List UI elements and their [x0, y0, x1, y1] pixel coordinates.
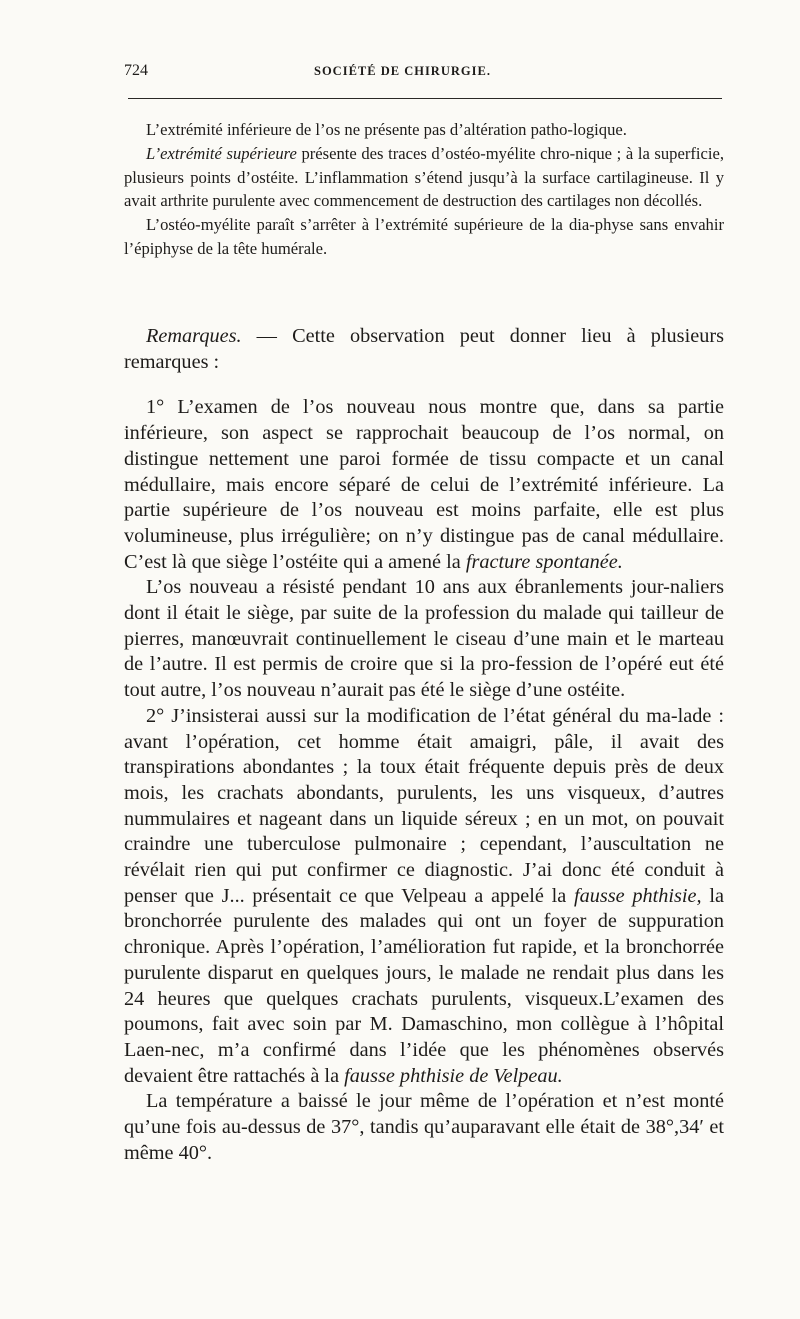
main-text-block — [124, 324, 724, 1167]
paragraph-temperature: La température a baissé le jour même de l’opération et n’est monté qu’une fois au-dessus de 37°, tandis qu’auparavant elle était de 38°,34′ et même 40°. — [124, 1090, 724, 1164]
italic-phrase: fausse phthisie de Velpeau. — [344, 1064, 563, 1087]
remarks-heading — [124, 324, 724, 375]
remarks-text: — Cette observation peut donner lieu à plusieurs remarques : — [124, 325, 724, 373]
paragraph-text: la bronchorrée purulente des malades qui ont un foyer de suppuration chronique. Après l’opération, l’amélioration fut rapide, et la bronchorrée purulente disparut en quelques jours, le malade ne rendait plus dans les 24 heures que quelques crachats purulents, visqueux.L’examen des poumons, fait avec soin par M. Damaschino, mon collègue à l’hôpital Laen-nec, m’a confirmé dans l’idée que les phénomènes observés devaient être rattachés à la — [124, 884, 724, 1087]
paragraph-point-1 — [124, 395, 724, 575]
italic-phrase: L’extrémité supérieure — [146, 143, 297, 163]
page-header — [124, 62, 722, 86]
paragraph-upper-extremity — [124, 142, 724, 213]
paragraph-text: 2° J’insisterai aussi sur la modification de l’état général du ma-lade : avant l’opération, cet homme était amaigri, pâle, il avait des transpirations abondantes ; la toux était fréquente depuis près de deux mois, les crachats abondants, purulents, les uns visqueux, d’autres nummulaires et nageant dans un liquide séreux ; en un mot, on pouvait craindre une tuberculose pulmonaire ; cependant, l’auscultation ne révélait rien qui put confirmer ce diagnostic. J’ai donc été conduit à penser que J... présentait ce que Velpeau a appelé la — [124, 704, 724, 907]
page-number: 724 — [124, 62, 148, 79]
paragraph-new-bone: L’os nouveau a résisté pendant 10 ans aux ébranlements jour-naliers dont il était le siège, par suite de la profession du malade qui tailleur de pierres, manœuvrait continuellement le ciseau d’une main et le marteau de l’autre. Il est permis de croire que si la pro-fession de l’opéré eut été tout autre, l’os nouveau n’aurait pas été le siège d’une ostéite. — [124, 576, 724, 702]
remarks-label: Remarques. — [146, 325, 242, 347]
paragraph-point-2 — [124, 704, 724, 1090]
italic-phrase: fracture spontanée. — [465, 550, 623, 573]
small-print-block — [124, 118, 724, 261]
paragraph-lower-extremity: L’extrémité inférieure de l’os ne présente pas d’altération patho-logique. — [146, 120, 627, 139]
paragraph-text: présente des traces d’ostéo-myélite chro-nique ; à la superficie, plusieurs points d’ostéite. L’inflammation s’étend jusqu’à la surface cartilagineuse. Il y avait arthrite purulente avec commencement de destruction des cartilages non décollés. — [124, 143, 724, 211]
header-rule — [128, 98, 722, 99]
paragraph-text: 1° L’examen de l’os nouveau nous montre que, dans sa partie inférieure, son aspect se rapprochait beaucoup de l’os normal, on distingue nettement une paroi formée de tissu compacte et un canal médullaire, mais encore séparé de celui de l’extrémité inférieure. La partie supérieure de l’os nouveau est moins parfaite, elle est plus volumineuse, plus irrégulière; on n’y distingue pas de canal médullaire. C’est là que siège l’ostéite qui a amené la — [124, 396, 724, 573]
paragraph-osteomyelitis: L’ostéo-myélite paraît s’arrêter à l’extrémité supérieure de la dia-physe sans envahir l’épiphyse de la tête humérale. — [124, 215, 724, 258]
running-head: SOCIÉTÉ DE CHIRURGIE. — [314, 64, 491, 78]
italic-phrase: fausse phthisie, — [573, 884, 702, 907]
